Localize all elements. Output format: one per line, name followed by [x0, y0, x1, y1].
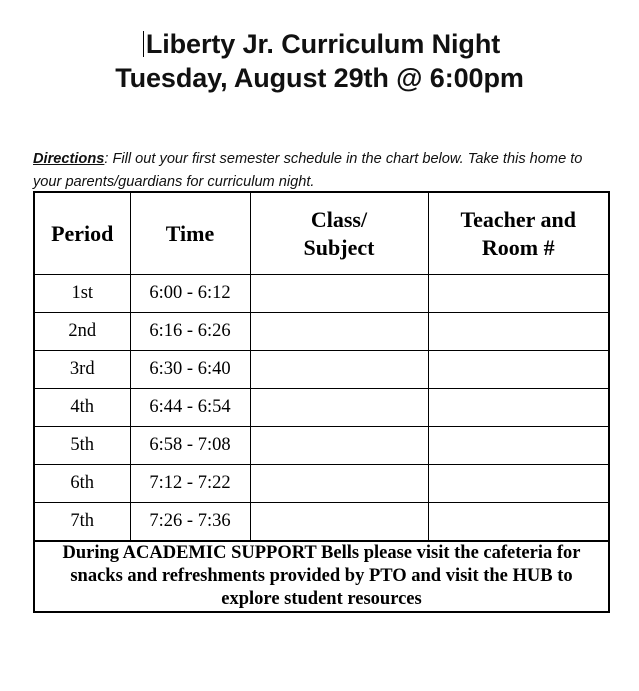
- cell-class-subject[interactable]: [250, 351, 428, 389]
- cell-period: 7th: [34, 503, 130, 542]
- cell-teacher-room[interactable]: [428, 351, 609, 389]
- footer-note: During ACADEMIC SUPPORT Bells please visit the cafeteria for snacks and refreshments provided by PTO and visit the HUB to explore student resources: [34, 541, 609, 612]
- table-row: [34, 465, 609, 503]
- cell-teacher-room[interactable]: [428, 389, 609, 427]
- cell-period: 4th: [34, 389, 130, 427]
- directions-paragraph: [33, 148, 611, 194]
- cell-teacher-room[interactable]: [428, 465, 609, 503]
- column-header-time-line1: Time: [165, 220, 215, 246]
- text-caret: [143, 31, 144, 57]
- cell-period: 5th: [34, 427, 130, 465]
- table-row: [34, 275, 609, 313]
- column-header-teacher-room-line1: Teacher and: [460, 206, 577, 232]
- directions-label: Directions: [33, 150, 105, 167]
- cell-period: 6th: [34, 465, 130, 503]
- table-footer-row: [34, 541, 609, 612]
- cell-period: 3rd: [34, 351, 130, 389]
- cell-class-subject[interactable]: [250, 275, 428, 313]
- table-row: [34, 351, 609, 389]
- cell-time: 6:16 - 6:26: [130, 313, 250, 351]
- directions-separator: :: [104, 150, 113, 167]
- page-title-line-1-text: Liberty Jr. Curriculum Night: [145, 29, 501, 59]
- table-row: [34, 389, 609, 427]
- column-header-period: [34, 192, 130, 275]
- column-header-teacher-room-line2: Room #: [481, 234, 555, 260]
- column-header-time: [130, 192, 250, 275]
- table-row: [34, 313, 609, 351]
- page-title-line-2: Tuesday, August 29th @ 6:00pm: [115, 63, 524, 93]
- cell-time: 6:00 - 6:12: [130, 275, 250, 313]
- cell-period: 2nd: [34, 313, 130, 351]
- cell-class-subject[interactable]: [250, 427, 428, 465]
- directions-text: Fill out your first semester schedule in the chart below. Take this home to your parents/guardians for curriculum night.: [33, 150, 583, 190]
- page-title-line-1: [0, 27, 639, 61]
- cell-class-subject[interactable]: [250, 503, 428, 542]
- cell-class-subject[interactable]: [250, 465, 428, 503]
- cell-class-subject[interactable]: [250, 313, 428, 351]
- column-header-class-subject-line2: Subject: [303, 234, 375, 260]
- cell-class-subject[interactable]: [250, 389, 428, 427]
- cell-teacher-room[interactable]: [428, 427, 609, 465]
- cell-time: 6:44 - 6:54: [130, 389, 250, 427]
- table-row: [34, 503, 609, 542]
- cell-period: 1st: [34, 275, 130, 313]
- cell-teacher-room[interactable]: [428, 275, 609, 313]
- cell-time: 6:30 - 6:40: [130, 351, 250, 389]
- column-header-period-line1: Period: [51, 220, 114, 246]
- schedule-table: [33, 191, 610, 613]
- column-header-class-subject: [250, 192, 428, 275]
- page-title: [0, 27, 639, 95]
- cell-time: 7:26 - 7:36: [130, 503, 250, 542]
- table-row: [34, 427, 609, 465]
- cell-teacher-room[interactable]: [428, 313, 609, 351]
- cell-time: 6:58 - 7:08: [130, 427, 250, 465]
- table-header-row: [34, 192, 609, 275]
- cell-time: 7:12 - 7:22: [130, 465, 250, 503]
- column-header-teacher-room: [428, 192, 609, 275]
- column-header-class-subject-line1: Class/: [310, 206, 368, 232]
- cell-teacher-room[interactable]: [428, 503, 609, 542]
